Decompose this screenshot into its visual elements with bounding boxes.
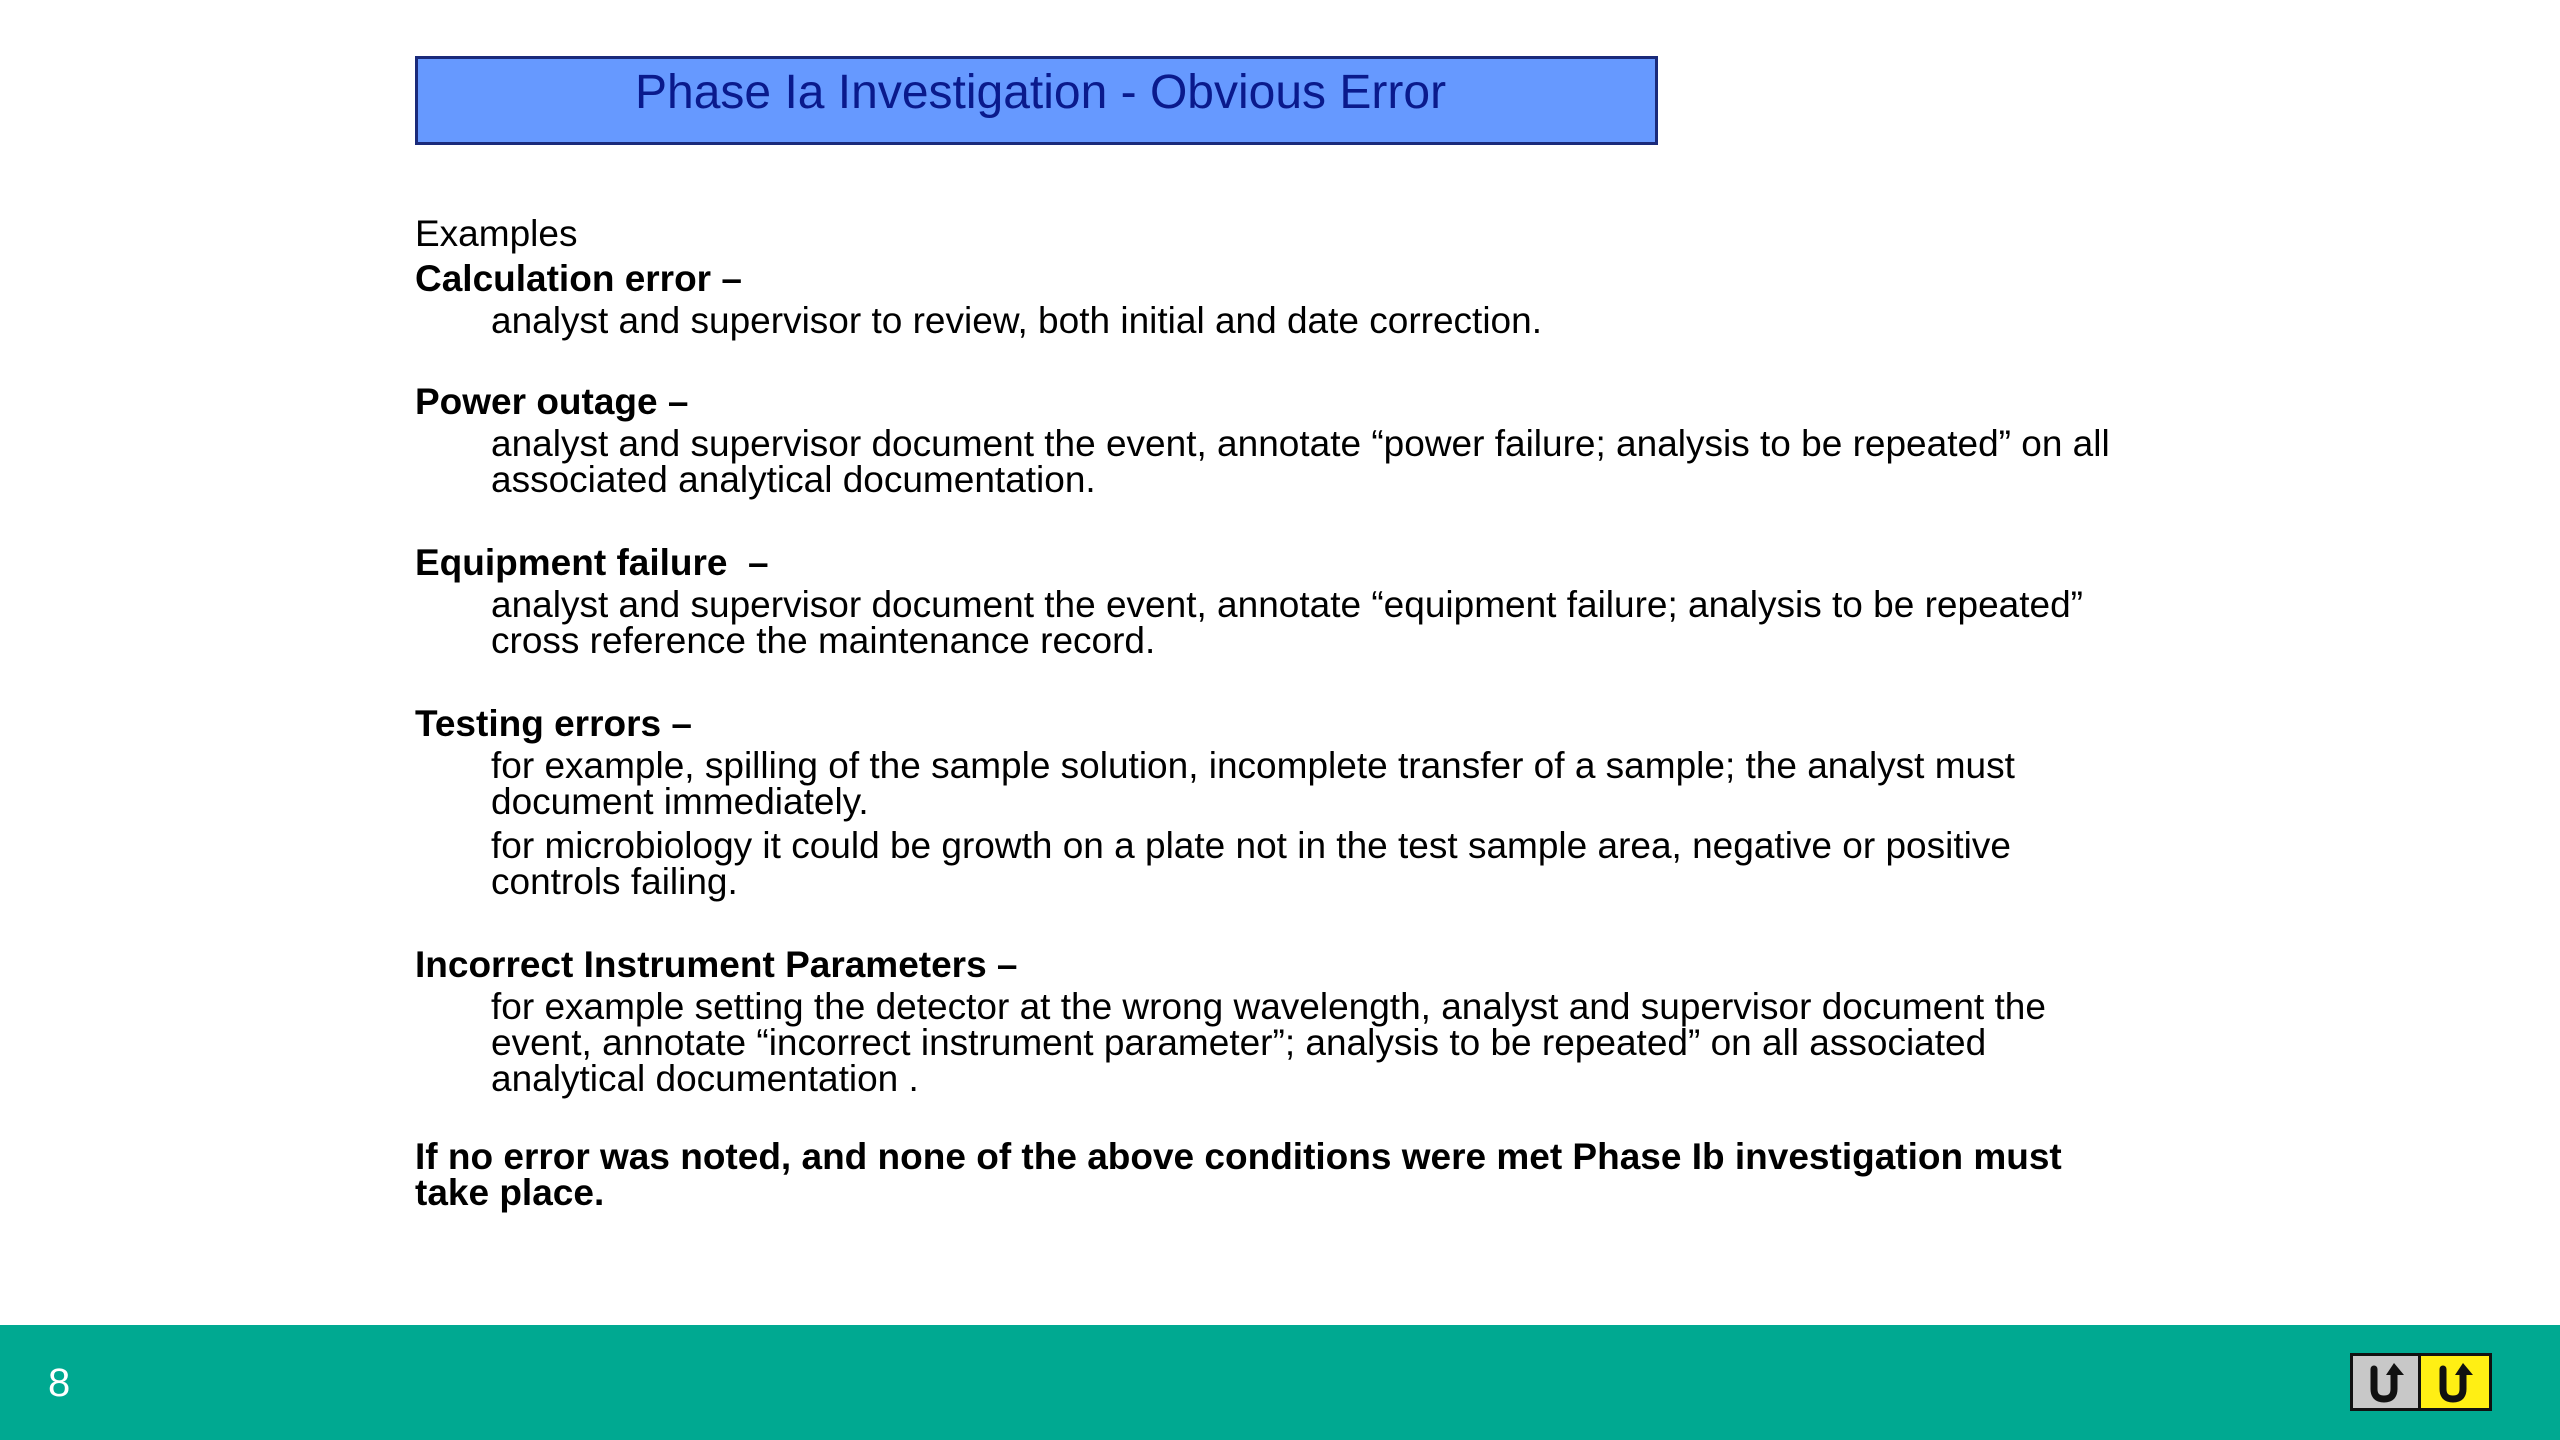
u-turn-return-icon [2429, 1359, 2481, 1405]
section-calculation-error [415, 256, 2115, 339]
section-body [491, 301, 2115, 339]
section-body [491, 987, 2115, 1097]
nav-button-group [2350, 1353, 2492, 1411]
section-paragraph: analyst and supervisor document the event, annotate “power failure; analysis to be repeated” on all associated analytical documentation. [491, 423, 2110, 500]
back-button[interactable] [2350, 1353, 2421, 1411]
section-heading: Equipment failure – [415, 542, 769, 583]
examples-label: Examples [415, 213, 578, 254]
u-turn-back-icon [2360, 1359, 2412, 1405]
section-incorrect-instrument-parameters [415, 942, 2115, 1097]
section-paragraph: analyst and supervisor to review, both initial and date correction. [491, 300, 1542, 341]
section-testing-errors [415, 701, 2115, 900]
section-heading: Testing errors – [415, 703, 692, 744]
section-equipment-failure [415, 540, 2115, 659]
slide-content [415, 211, 2115, 1211]
section-heading: Incorrect Instrument Parameters – [415, 944, 1018, 985]
page-number: 8 [48, 1361, 71, 1405]
section-paragraph: for example setting the detector at the wrong wavelength, analyst and supervisor document the event, annotate “incorrect instrument parameter”; analysis to be repeated” on all associated analytical documentation . [491, 986, 2046, 1099]
section-body [491, 746, 2115, 900]
section-heading: Calculation error – [415, 258, 742, 299]
section-power-outage [415, 379, 2115, 498]
section-body [491, 424, 2115, 498]
section-paragraph: for example, spilling of the sample solution, incomplete transfer of a sample; the analyst must document immediately. [491, 745, 2015, 822]
footer-bar [0, 1325, 2560, 1440]
section-body [491, 585, 2115, 659]
conclusion-text: If no error was noted, and none of the above conditions were met Phase Ib investigation must take place. [415, 1136, 2062, 1213]
slide-title-box [415, 56, 1658, 145]
return-button[interactable] [2421, 1353, 2492, 1411]
section-paragraph: for microbiology it could be growth on a plate not in the test sample area, negative or positive controls failing. [491, 825, 2011, 902]
slide-title: Phase Ia Investigation - Obvious Error [635, 66, 1447, 119]
section-heading: Power outage – [415, 381, 689, 422]
section-paragraph: analyst and supervisor document the event, annotate “equipment failure; analysis to be repeated” cross reference the maintenance record. [491, 584, 2083, 661]
